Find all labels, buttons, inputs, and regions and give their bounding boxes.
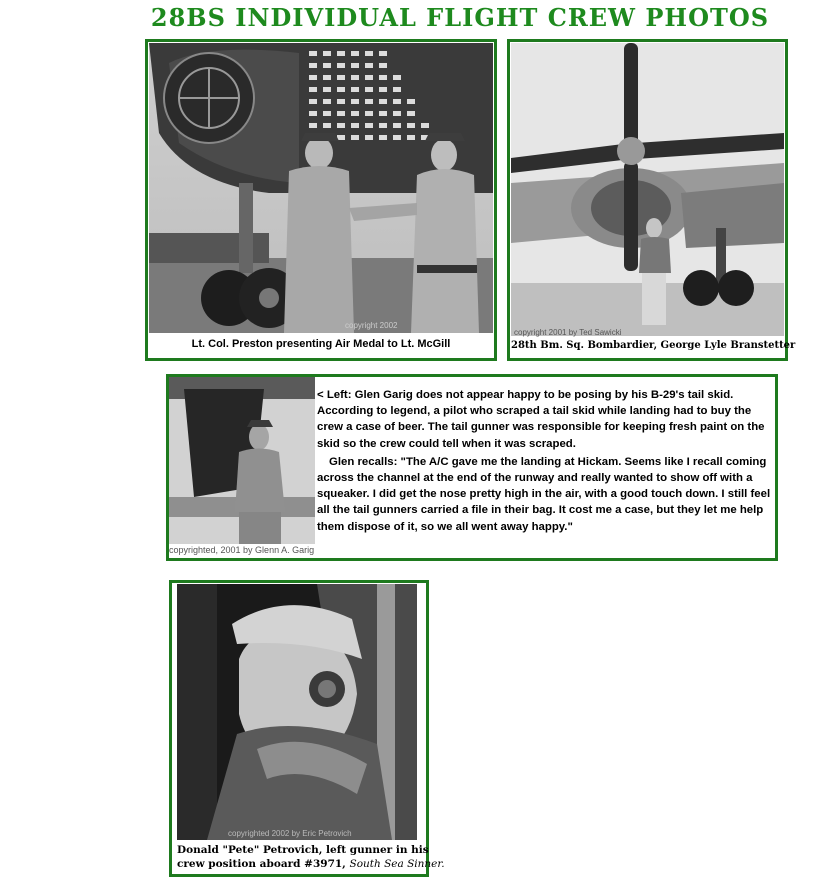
copyright-branstetter: copyright 2001 by Ted Sawicki <box>514 328 622 337</box>
photo-garig[interactable] <box>169 377 315 544</box>
page-title: 28BS INDIVIDUAL FLIGHT CREW PHOTOS <box>150 3 770 32</box>
copyright-garig: copyrighted, 2001 by Glenn A. Garig <box>169 545 315 555</box>
caption-branstetter: 28th Bm. Sq. Bombardier, George Lyle Branstetter <box>511 340 796 351</box>
caption-petrovich-line1: Donald "Pete" Petrovich, left gunner in his <box>177 844 429 856</box>
caption-petrovich <box>177 843 445 871</box>
copyright-preston: copyright 2002 <box>345 321 398 330</box>
photo-branstetter[interactable] <box>511 43 784 336</box>
story-paragraph-1: < Left: Glen Garig does not appear happy to be posing by his B-29's tail skid. According to legend, a pilot who scraped a tail skid while landing had to buy the crew a case of beer. The tail gunner was responsible for keeping fresh paint on the skid so the crew could tell when it was scraped. <box>317 389 765 450</box>
story-text <box>317 387 772 535</box>
caption-petrovich-ship: South Sea Sinner. <box>349 858 445 870</box>
copyright-petrovich: copyrighted 2002 by Eric Petrovich <box>228 829 352 838</box>
caption-petrovich-prefix: crew position aboard #3971, <box>177 858 350 870</box>
caption-preston: Lt. Col. Preston presenting Air Medal to Lt. McGill <box>191 338 451 350</box>
photo-preston-mcgill[interactable] <box>149 43 493 333</box>
caption-petrovich-line2 <box>177 857 445 871</box>
photo-petrovich[interactable] <box>177 584 417 840</box>
story-paragraph-2: Glen recalls: "The A/C gave me the landing at Hickam. Seems like I recall coming across the channel at the end of the runway and really wanted to show off with a squeaker. I did get the nose pretty high in the air, with a good touch down. I still feel all the tail gunners carried a file in their bag. It cost me a case, but they let me help them dispose of it, so we all went away happy." <box>317 455 771 533</box>
